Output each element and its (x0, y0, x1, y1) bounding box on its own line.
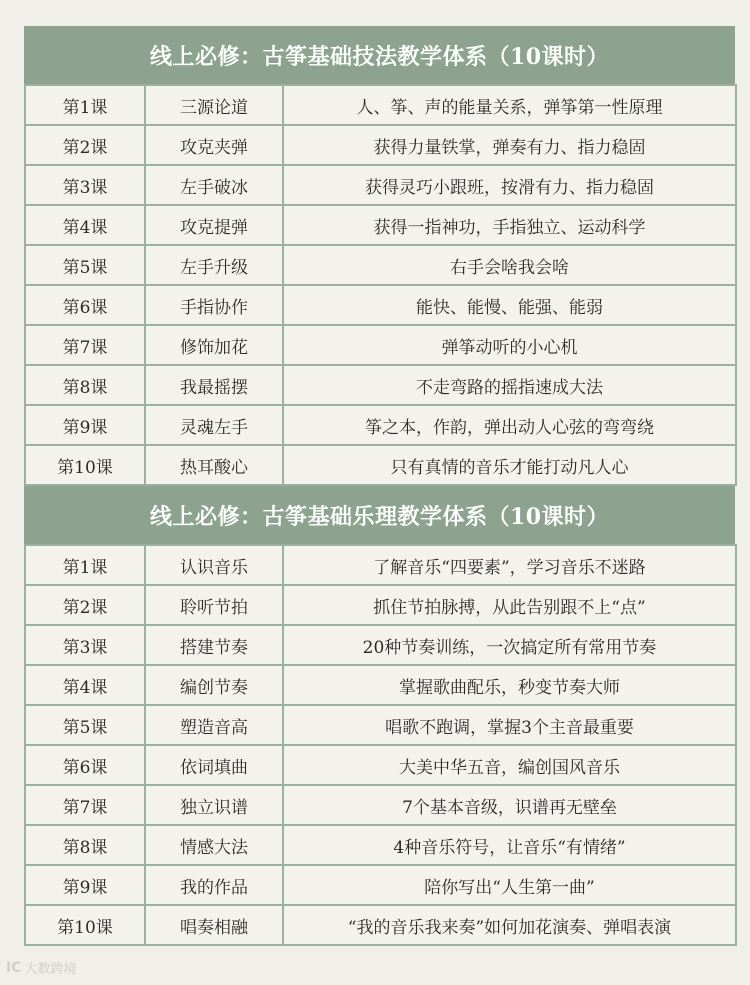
lesson-number: 第1课 (25, 85, 145, 125)
table-row (25, 245, 736, 285)
section-2-table (24, 544, 737, 946)
table-row (25, 665, 736, 705)
lesson-title: 热耳酸心 (145, 445, 283, 485)
lesson-number: 第6课 (25, 745, 145, 785)
lesson-number: 第5课 (25, 705, 145, 745)
lesson-title: 我的作品 (145, 865, 283, 905)
table-row (25, 365, 736, 405)
lesson-title: 手指协作 (145, 285, 283, 325)
lesson-description: 获得一指神功，手指独立、运动科学 (283, 205, 736, 245)
lesson-description: 了解音乐“四要素”，学习音乐不迷路 (283, 545, 736, 585)
lesson-title: 依词填曲 (145, 745, 283, 785)
lesson-description: 大美中华五音，编创国风音乐 (283, 745, 736, 785)
lesson-number: 第3课 (25, 165, 145, 205)
lesson-title: 塑造音高 (145, 705, 283, 745)
section-1-table (24, 84, 737, 486)
table-row (25, 745, 736, 785)
table-row (25, 785, 736, 825)
table-row (25, 625, 736, 665)
lesson-number: 第8课 (25, 825, 145, 865)
table-row (25, 545, 736, 585)
lesson-description: 抓住节拍脉搏，从此告别跟不上“点” (283, 585, 736, 625)
section-1-title: 线上必修：古筝基础技法教学体系（10课时） (24, 26, 735, 84)
watermark-text: 大数跨境 (24, 962, 77, 977)
lesson-description: 7个基本音级，识谱再无壁垒 (283, 785, 736, 825)
lesson-number: 第7课 (25, 785, 145, 825)
lesson-title: 我最摇摆 (145, 365, 283, 405)
table-row (25, 405, 736, 445)
lesson-title: 攻克提弹 (145, 205, 283, 245)
lesson-title: 认识音乐 (145, 545, 283, 585)
lesson-description: 掌握歌曲配乐，秒变节奏大师 (283, 665, 736, 705)
table-row (25, 705, 736, 745)
table-row (25, 905, 736, 945)
lesson-description: 筝之本，作韵，弹出动人心弦的弯弯绕 (283, 405, 736, 445)
table-row (25, 125, 736, 165)
section-2-title: 线上必修：古筝基础乐理教学体系（10课时） (24, 486, 735, 544)
lesson-number: 第1课 (25, 545, 145, 585)
lesson-number: 第3课 (25, 625, 145, 665)
lesson-title: 灵魂左手 (145, 405, 283, 445)
section-1-rows (25, 85, 736, 485)
lesson-number: 第8课 (25, 365, 145, 405)
lesson-title: 聆听节拍 (145, 585, 283, 625)
lesson-description: 获得灵巧小跟班，按滑有力、指力稳固 (283, 165, 736, 205)
lesson-number: 第5课 (25, 245, 145, 285)
table-row (25, 165, 736, 205)
lesson-title: 修饰加花 (145, 325, 283, 365)
lesson-description: 唱歌不跑调，掌握3个主音最重要 (283, 705, 736, 745)
lesson-description: 弹筝动听的小心机 (283, 325, 736, 365)
table-row (25, 865, 736, 905)
table-row (25, 585, 736, 625)
lesson-number: 第10课 (25, 445, 145, 485)
lesson-description: 20种节奏训练，一次搞定所有常用节奏 (283, 625, 736, 665)
lesson-description: 右手会啥我会啥 (283, 245, 736, 285)
lesson-description: 不走弯路的摇指速成大法 (283, 365, 736, 405)
lesson-title: 搭建节奏 (145, 625, 283, 665)
lesson-description: 能快、能慢、能强、能弱 (283, 285, 736, 325)
lesson-description: “我的音乐我来奏”如何加花演奏、弹唱表演 (283, 905, 736, 945)
table-row (25, 325, 736, 365)
watermark-logo: IC (6, 959, 22, 976)
course-sheet (24, 26, 735, 946)
lesson-description: 陪你写出“人生第一曲” (283, 865, 736, 905)
table-row (25, 825, 736, 865)
lesson-title: 攻克夹弹 (145, 125, 283, 165)
lesson-number: 第4课 (25, 205, 145, 245)
lesson-title: 情感大法 (145, 825, 283, 865)
watermark (6, 958, 77, 977)
lesson-title: 编创节奏 (145, 665, 283, 705)
section-2-rows (25, 545, 736, 945)
table-row (25, 85, 736, 125)
lesson-title: 左手破冰 (145, 165, 283, 205)
lesson-number: 第9课 (25, 405, 145, 445)
lesson-title: 三源论道 (145, 85, 283, 125)
table-row (25, 445, 736, 485)
table-row (25, 285, 736, 325)
lesson-number: 第10课 (25, 905, 145, 945)
lesson-title: 唱奏相融 (145, 905, 283, 945)
lesson-number: 第6课 (25, 285, 145, 325)
lesson-number: 第9课 (25, 865, 145, 905)
lesson-number: 第4课 (25, 665, 145, 705)
lesson-description: 4种音乐符号，让音乐“有情绪” (283, 825, 736, 865)
lesson-number: 第7课 (25, 325, 145, 365)
lesson-number: 第2课 (25, 585, 145, 625)
table-row (25, 205, 736, 245)
lesson-description: 人、筝、声的能量关系，弹筝第一性原理 (283, 85, 736, 125)
lesson-number: 第2课 (25, 125, 145, 165)
lesson-title: 左手升级 (145, 245, 283, 285)
lesson-description: 只有真情的音乐才能打动凡人心 (283, 445, 736, 485)
lesson-description: 获得力量铁掌，弹奏有力、指力稳固 (283, 125, 736, 165)
lesson-title: 独立识谱 (145, 785, 283, 825)
